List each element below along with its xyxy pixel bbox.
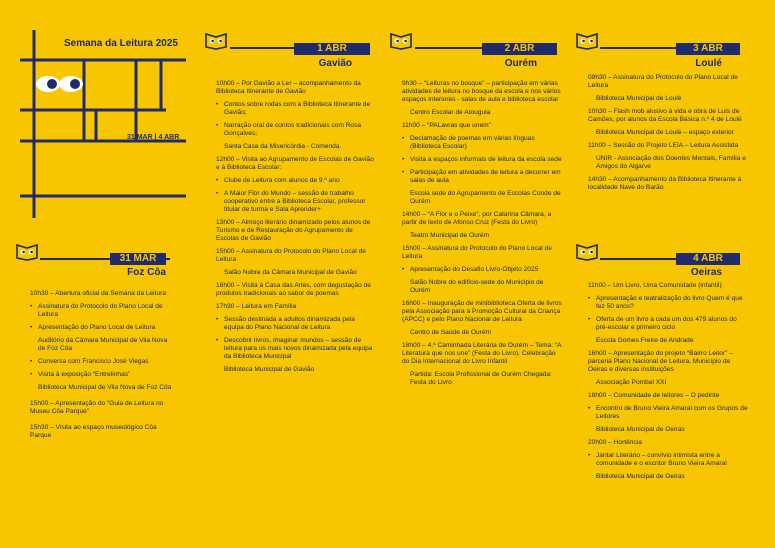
bullet-text: Oferta de um livro a cada um dos 479 alunos do pré-escolar e primeiro ciclo (596, 316, 737, 331)
bullet-text: Clube de Leitura com alunos de 9.º ano (224, 177, 340, 184)
date-badge: 31 MAR (110, 253, 166, 265)
foz-schedule (30, 290, 175, 445)
bullet-item: • Apresentação do Plano Local de Leitura (30, 324, 156, 331)
place-name: Foz Côa (127, 267, 166, 278)
bullet-text: Descobrir livros, imaginar mundos – sessão de leitura para os mais novos dinamizada pela equipa da Biblioteca Municipal (224, 337, 373, 360)
venue: Associação Pombal XXI (596, 379, 667, 386)
schedule-entry: 15h00 – Assinatura do Protocolo do Plano Local de Leitura (216, 248, 366, 263)
event-title: Semana da Leitura 2025 (64, 38, 178, 49)
schedule-entry: 11h00 – Sessão do Projeto LEIA – Leitura Assistida (588, 142, 739, 149)
bullet-item: • Sessão destinada a adultos dinamizada pela equipa do Plano Nacional de Leitura (216, 316, 374, 332)
schedule-entry: 20h00 – Hortência (588, 439, 642, 446)
bullet-item: • Narração oral de contos tradicionais com Rosa Gonçalves; (216, 122, 374, 138)
book-eyes-icon (205, 32, 227, 50)
bullet-text: Conversa com Francisco José Viegas (38, 358, 149, 365)
bullet-item: • Assinatura do Protocolo do Plano Local de Leitura (30, 303, 175, 319)
venue: Centro Escolar de Atouguia (410, 109, 491, 116)
place-name: Gavião (318, 58, 352, 69)
bullet-item: • Visita à exposição “Entrelinhas” (30, 371, 131, 378)
schedule-entry: 18h00 – 4.ª Caminhada Literária de Ourém – Tema: “A Literatura que nos une” (Festa do Livro). Celebração do Dia Internacional do Livro Infantil (402, 342, 562, 365)
schedule-entry: 16h00 – Visita à Casa das Artes, com degustação de produtos tradicionais ao sabor de poemas (216, 282, 371, 297)
venue: Salão Nobre da Câmara Municipal de Gavião (224, 269, 357, 276)
event-dates: 31 MAR | 4 ABR (127, 134, 180, 141)
venue: Partida: Escola Profissional de Ourém Chegada: Festa do Livro (410, 371, 552, 386)
date-badge: 1 ABR (294, 43, 370, 55)
bullet-text: Apresentação do Desafio Livro-Objeto 2025 (410, 266, 539, 273)
gaviao-schedule (216, 80, 374, 379)
bullet-text: Narração oral de contos tradicionais com Rosa Gonçalves; (224, 122, 362, 137)
venue: Biblioteca Municipal de Vila Nova de Foz Côa (38, 384, 172, 391)
schedule-entry: 15h00 – Apresentação do “Guia de Leitura no Museu Côa Parque” (30, 400, 164, 415)
bullet-text: Participação em atividades de leitura a decorrer em salas de aula (410, 169, 561, 184)
book-eyes-icon (576, 32, 598, 50)
bullet-item: • Apresentação do Desafio Livro-Objeto 2025 (402, 266, 539, 273)
bullet-text: Apresentação do Plano Local de Leitura (38, 324, 156, 331)
venue: Biblioteca Municipal de Loulé – espaço exterior (596, 129, 734, 136)
bullet-item: • Conversa com Francisco José Viegas (30, 358, 149, 365)
date-badge: 2 ABR (482, 43, 557, 55)
book-eyes-icon (576, 243, 598, 261)
venue: Biblioteca Municipal de Gavião (224, 366, 315, 373)
venue: Auditório da Câmara Municipal de Vila Nova de Foz Côa (38, 337, 168, 352)
schedule-entry: 10h30 – Abertura oficial da Semana da Leitura (30, 290, 166, 297)
venue: Biblioteca Municipal de Oeiras (596, 426, 685, 433)
bullet-item: • Declamação de poemas em várias línguas (Biblioteca Escolar) (402, 135, 562, 151)
bullet-text: A Maior Flor do Mundo – sessão de trabalho cooperativo entre a Biblioteca Escolar, professor titular de turma e Sala Aprender+ (224, 190, 366, 213)
place-name: Loulé (695, 58, 722, 69)
venue: Teatro Municipal de Ourém (410, 232, 490, 239)
bullet-item: • Encontro de Bruno Vieira Amaral com os Grupos de Leitores (588, 405, 748, 420)
bullet-text: Jantar Literário – convívio intimista entre a comunidade e o escritor Bruno Vieira Amaral (596, 452, 727, 467)
schedule-entry: 09h30 – Assinatura do Protocolo do Plano Local de Leitura (588, 74, 738, 89)
schedule-entry: 10h00 – Por Gavião a Ler – acompanhamento da Biblioteca Itinerante de Gavião (216, 80, 361, 95)
ourem-schedule (402, 80, 562, 392)
venue: Centro de Saúde de Ourém (410, 329, 492, 336)
bullet-item: • Participação em atividades de leitura a decorrer em salas de aula (402, 169, 561, 184)
venue: Escola Gomes Freire de Andrade (596, 337, 694, 344)
bullet-text: Visita a espaços informais de leitura da escola sede (410, 156, 562, 163)
bullet-item: • Descobrir livros, imaginar mundos – sessão de leitura para os mais novos dinamizada pela equipa da Biblioteca Municipal (216, 337, 373, 360)
book-eyes-icon (390, 32, 412, 50)
schedule-entry: 17h30 – Leitura em Família (216, 303, 297, 310)
venue: Salão Nobre do edifício-sede do Município de Ourém (410, 279, 544, 294)
bullet-item: • Jantar Literário – convívio intimista entre a comunidade e o escritor Bruno Vieira Amaral (588, 452, 748, 468)
venue: Biblioteca Municipal de Oeiras (596, 473, 685, 480)
logo-graphic (16, 26, 191, 221)
bullet-item: • A Maior Flor do Mundo – sessão de trabalho cooperativo entre a Biblioteca Escolar, professor titular de turma e Sala Aprender+ (216, 190, 374, 214)
schedule-entry: 11h00 – Um Livro, Uma Comunidade (infantil) (588, 282, 722, 289)
schedule-entry: 13h00 – Almoço literário dinamizado pelos alunos de Turismo e de Restauração do Agrupamento de Escolas de Gavião (216, 219, 371, 242)
venue: Santa Casa da Misericórdia - Comenda. (224, 143, 342, 150)
schedule-entry: 12h00 – Visita ao Agrupamento de Escolas de Gavião e à Biblioteca Escolar: (216, 156, 374, 171)
place-name: Ourém (504, 58, 537, 69)
schedule-entry: 16h00 – Apresentação do projeto “Bairro Leitor” – parceria Plano Nacional de Leitura, Município de Oeiras e diversas instituições (588, 350, 733, 373)
bullet-text: Apresentação e teatralização do livro Quem é que fez 50 anos? (596, 295, 743, 310)
bullet-text: Contos sobre rodas com a Biblioteca Itinerante de Gavião; (224, 101, 371, 116)
bullet-text: Assinatura do Protocolo do Plano Local de Leitura (38, 303, 163, 318)
bullet-text: Declamação de poemas em várias línguas (Biblioteca Escolar) (410, 135, 535, 150)
schedule-entry: 10h30 – Flash mob alusivo à vida e obra de Luís de Camões, por alunos da Escola Básica n.º 4 de Loulé (588, 108, 742, 123)
schedule-entry: 14h30 – Acompanhamento da Biblioteca Itinerante à localidade Nave do Barão (588, 176, 742, 191)
bullet-text: Visita à exposição “Entrelinhas” (38, 371, 131, 378)
schedule-entry: 15h30 – Visita ao espaço museológico Côa Parque (30, 424, 157, 439)
bullet-item: • Contos sobre rodas com a Biblioteca Itinerante de Gavião; (216, 101, 374, 117)
venue: Biblioteca Municipal de Loulé (596, 95, 682, 102)
book-eyes-icon (16, 243, 38, 261)
date-badge: 3 ABR (676, 43, 740, 55)
schedule-entry: 16h00 – Inauguração de minibiblioteca Oferta de livros pela Associação para a Promoção Cultural da Criança (APCC) e pelo Plano Nacional de Leitura (402, 300, 562, 323)
bullet-text: Encontro de Bruno Vieira Amaral com os Grupos de Leitores (596, 405, 748, 420)
venue: UNIR - Associação dos Doentes Mentais, Família e Amigos do Algarve (596, 155, 746, 170)
bullet-item: • Visita a espaços informais de leitura da escola sede (402, 156, 562, 163)
date-badge: 4 ABR (676, 253, 740, 265)
venue: Escola sede do Agrupamento de Escolas Conde de Ourém (410, 190, 561, 205)
schedule-entry: 18h00 – Comunidade de leitores – O pedinte (588, 392, 720, 399)
bullet-item: • Apresentação e teatralização do livro Quem é que fez 50 anos? (588, 295, 748, 311)
bullet-text: Sessão destinada a adultos dinamizada pela equipa do Plano Nacional de Leitura (224, 316, 355, 331)
schedule-entry: 11h00 – “PALavras que unem” (402, 122, 491, 129)
oeiras-schedule (588, 282, 748, 486)
schedule-entry: 15h00 – Assinatura do Protocolo do Plano Local de Leitura (402, 245, 552, 260)
schedule-entry: 14h00 – “A Flor e o Peixe”, por Catarina Câmara, a partir de texto de Afonso Cruz (Festa do Livro) (402, 211, 552, 226)
schedule-entry: 9h30 – “Leituras no bosque” – participação em várias atividades de leitura no bosque da escola e nos vários espaços interiores - salas de aula e biblioteca escolar (402, 80, 561, 103)
place-name: Oeiras (690, 267, 722, 278)
bullet-item: • Clube de Leitura com alunos de 9.º ano (216, 177, 340, 184)
bullet-item: • Oferta de um livro a cada um dos 479 alunos do pré-escolar e primeiro ciclo (588, 316, 748, 332)
loule-schedule (588, 74, 748, 197)
